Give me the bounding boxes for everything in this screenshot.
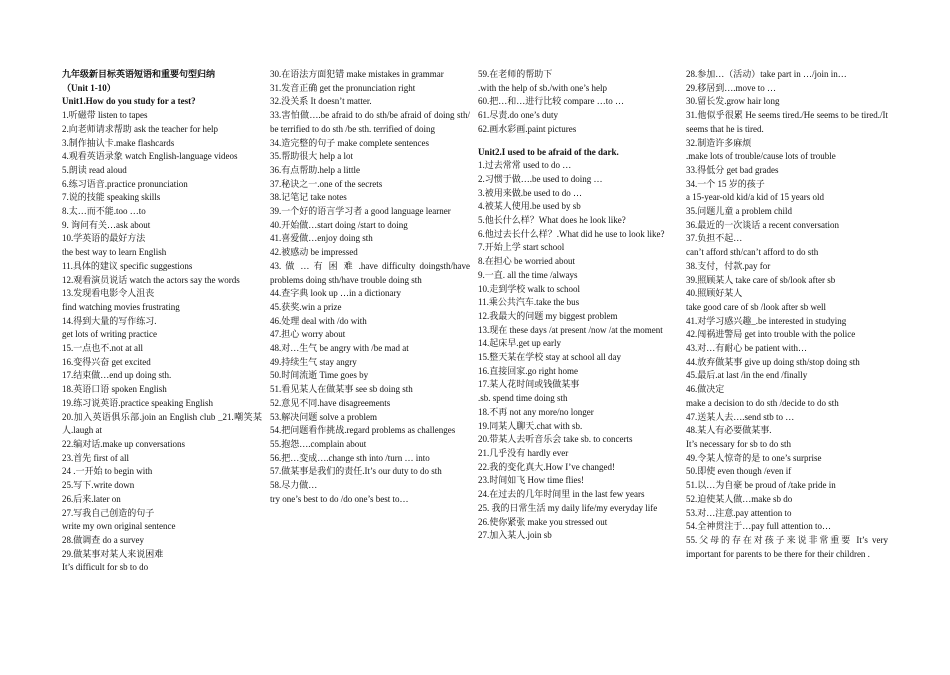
phrase-line: 10.走到学校 walk to school bbox=[478, 283, 580, 294]
phrase-line: 27.加入某人.join sb bbox=[478, 530, 552, 541]
phrase-line: 6.练习语音.practice pronunciation bbox=[62, 178, 188, 189]
phrase-line: 55.父母的存在对孩子来说非常重要 It’s very important for parents to be there for their children . bbox=[686, 534, 888, 559]
phrase-line: try one’s best to do /do one’s best to… bbox=[270, 493, 409, 504]
phrase-line: 15.一点也不.not at all bbox=[62, 343, 143, 354]
phrase-line: 17.结束做…end up doing sth. bbox=[62, 370, 172, 381]
phrase-line: 1.听磁带 listen to tapes bbox=[62, 110, 148, 121]
phrase-line: 4.观看英语录象 watch English-language videos bbox=[62, 151, 238, 162]
phrase-line: 21.几乎没有 hardly ever bbox=[478, 447, 569, 458]
phrase-line: 49.令某人惊奇的是 to one’s surprise bbox=[686, 452, 822, 463]
phrase-line: 5.他长什么样？What does he look like? bbox=[478, 215, 626, 226]
phrase-line: 48.对…生气 be angry with /be mad at bbox=[270, 343, 409, 354]
phrase-line: 53.解决问题 solve a problem bbox=[270, 411, 377, 422]
phrase-line: 44.放弃做某事 give up doing sth/stop doing sth bbox=[686, 356, 860, 367]
phrase-line: 29.做某事对某人来说困难 bbox=[62, 548, 164, 559]
phrase-line: 58.尽力做… bbox=[270, 480, 318, 491]
phrase-line: 18.英语口语 spoken English bbox=[62, 384, 167, 395]
phrase-line: 43.对…有耐心 be patient with… bbox=[686, 343, 807, 354]
doc-subtitle: （Unit 1-10） bbox=[62, 82, 116, 93]
phrase-line: 47.送某人去….send stb to … bbox=[686, 411, 795, 422]
phrase-line: make a decision to do sth /decide to do sth bbox=[686, 397, 839, 408]
phrase-line: 1.过去常常 used to do … bbox=[478, 160, 572, 171]
phrase-line: 29.移居到….move to … bbox=[686, 82, 776, 93]
phrase-line: 52.迫使某人做…make sb do bbox=[686, 493, 793, 504]
phrase-line: .sb. spend time doing sth bbox=[478, 393, 568, 404]
unit-heading: Unit2.I used to be afraid of the dark. bbox=[478, 146, 619, 157]
phrase-line: 36.最近的一次谈话 a recent conversation bbox=[686, 219, 839, 230]
phrase-line: 41.对学习感兴趣_.be interested in studying bbox=[686, 315, 847, 326]
phrase-line: 14.得到大量的写作练习. bbox=[62, 315, 157, 326]
phrase-line: 46.处理 deal with /do with bbox=[270, 315, 367, 326]
column-4 bbox=[686, 68, 888, 561]
phrase-line: 44.查字典 look up …in a dictionary bbox=[270, 288, 401, 299]
phrase-line: 33.害怕做….be afraid to do sth/be afraid of doing sth/ be terrified to do sth /be sth. terrified of doing bbox=[270, 110, 470, 134]
phrase-line: 22.我的变化真大.How I’ve changed! bbox=[478, 461, 615, 472]
phrase-line: 51.以…为自豪 be proud of /take pride in bbox=[686, 480, 836, 491]
phrase-line: 12.观看演员说话 watch the actors say the words bbox=[62, 274, 240, 285]
phrase-line: 7.说的技能 speaking skills bbox=[62, 192, 161, 203]
phrase-line: 7.开始上学 start school bbox=[478, 242, 565, 253]
phrase-line: 51.看见某人在做某事 see sb doing sth bbox=[270, 384, 413, 395]
phrase-line: 54.全神贯注于…pay full attention to… bbox=[686, 521, 831, 532]
phrase-line: 37.负担不起… bbox=[686, 233, 743, 244]
phrase-line: 24 .一开始 to begin with bbox=[62, 466, 153, 477]
phrase-line: 45.最后.at last /in the end /finally bbox=[686, 370, 808, 381]
phrase-line: 24.在过去的几年时间里 in the last few years bbox=[478, 489, 645, 500]
phrase-line: 39.一个好的语言学习者 a good language learner bbox=[270, 206, 451, 217]
phrase-line: 23.时间如飞 How time flies! bbox=[478, 475, 584, 486]
phrase-line: can’t afford sth/can’t afford to do sth bbox=[686, 247, 819, 258]
phrase-line: 59.在老师的帮助下 bbox=[478, 69, 553, 79]
phrase-line: 20.带某人去听音乐会 take sb. to concerts bbox=[478, 434, 633, 445]
phrase-line: 38.记笔记 take notes bbox=[270, 192, 347, 203]
phrase-line: 11.具体的建议 specific suggestions bbox=[62, 260, 193, 271]
column-2 bbox=[270, 68, 470, 507]
column-3 bbox=[478, 68, 678, 543]
phrase-line: 18.不再 not any more/no longer bbox=[478, 406, 594, 417]
phrase-line: 8.太…而不能.too …to bbox=[62, 206, 146, 217]
phrase-line: 35.问题儿童 a problem child bbox=[686, 206, 792, 217]
unit-heading: Unit1.How do you study for a test? bbox=[62, 96, 196, 107]
phrase-line: 10.学英语的最好方法 bbox=[62, 233, 146, 244]
phrase-line: 26.后来.later on bbox=[62, 493, 121, 504]
phrase-line: 50.时间流逝 Time goes by bbox=[270, 370, 369, 381]
phrase-line: get lots of writing practice bbox=[62, 329, 157, 340]
phrase-line: 3.制作抽认卡.make flashcards bbox=[62, 137, 175, 148]
phrase-line: 28.做调查 do a survey bbox=[62, 534, 144, 545]
column-1 bbox=[62, 68, 262, 575]
phrase-line: 22.编对话.make up conversations bbox=[62, 438, 185, 449]
phrase-line: 26.使你紧张 make you stressed out bbox=[478, 516, 608, 527]
phrase-line: 27.写我自己创造的句子 bbox=[62, 507, 155, 518]
phrase-line: 32.没关系 It doesn’t matter. bbox=[270, 96, 372, 107]
phrase-line: 12.我最大的问题 my biggest problem bbox=[478, 310, 618, 321]
phrase-line: 2.习惯于做….be used to doing … bbox=[478, 173, 603, 184]
phrase-line: find watching movies frustrating bbox=[62, 301, 180, 312]
phrase-line: 17.某人花时间或钱做某事 bbox=[478, 379, 580, 390]
phrase-line: 46.做决定 bbox=[686, 384, 725, 395]
phrase-line: 30.在语法方面犯错 make mistakes in grammar bbox=[270, 69, 444, 79]
phrase-line: 40.开始做…start doing /start to doing bbox=[270, 219, 408, 230]
phrase-line: take good care of sb /look after sb well bbox=[686, 301, 826, 312]
phrase-line: 48.某人有必要做某事. bbox=[686, 425, 772, 436]
phrase-line: 36.有点帮助.help a little bbox=[270, 164, 360, 175]
phrase-line: 61.尽责.do one’s duty bbox=[478, 110, 558, 121]
doc-title: 九年级新目标英语短语和重要句型归纳 bbox=[62, 69, 216, 79]
phrase-line: 23.首先 first of all bbox=[62, 452, 129, 463]
phrase-line: 57.做某事是我们的责任.It’s our duty to do sth bbox=[270, 466, 442, 477]
phrase-line: 38.支付，付款.pay for bbox=[686, 260, 771, 271]
phrase-line: 45.获奖.win a prize bbox=[270, 301, 342, 312]
phrase-line: 40.照顾好某人 bbox=[686, 288, 743, 299]
phrase-line: 16.直接回家.go right home bbox=[478, 365, 578, 376]
phrase-line: It’s necessary for sb to do sth bbox=[686, 438, 791, 449]
phrase-line: the best way to learn English bbox=[62, 247, 167, 258]
phrase-line: 19.同某人聊天.chat with sb. bbox=[478, 420, 583, 431]
phrase-line: 14.起床早.get up early bbox=[478, 338, 561, 349]
phrase-line: 31.他似乎很累 He seems tired./He seems to be tired./It seems that he is tired. bbox=[686, 110, 888, 134]
phrase-line: 41.喜爱做…enjoy doing sth bbox=[270, 233, 373, 244]
phrase-line: .with the help of sb./with one’s help bbox=[478, 82, 607, 93]
phrase-line: 16.变得兴奋 get excited bbox=[62, 356, 151, 367]
phrase-line: 49.持续生气 stay angry bbox=[270, 356, 357, 367]
phrase-line: 56.把…变成….change sth into /turn … into bbox=[270, 452, 430, 463]
phrase-line: 30.留长发.grow hair long bbox=[686, 96, 780, 107]
phrase-line: 32.制造许多麻烦 bbox=[686, 137, 752, 148]
phrase-line: 25.写下.write down bbox=[62, 480, 135, 491]
phrase-line: 13.现在 these days /at present /now /at the moment bbox=[478, 324, 663, 335]
phrase-line: write my own original sentence bbox=[62, 521, 176, 532]
phrase-line: 55.抱怨….complain about bbox=[270, 438, 367, 449]
phrase-line: 35.帮助很大 help a lot bbox=[270, 151, 353, 162]
phrase-line: 42.被感动 be impressed bbox=[270, 247, 358, 258]
phrase-line: 34.造完整的句子 make complete sentences bbox=[270, 137, 429, 148]
phrase-line: 60.把…和…进行比较 compare …to … bbox=[478, 96, 624, 107]
phrase-line: 31.发音正确 get the pronunciation right bbox=[270, 82, 416, 93]
phrase-line: 54.把问题看作挑战.regard problems as challenges bbox=[270, 425, 456, 436]
phrase-line: 2.向老师请求帮助 ask the teacher for help bbox=[62, 123, 218, 134]
phrase-line: 19.练习说英语.practice speaking English bbox=[62, 397, 213, 408]
phrase-line: 6.他过去长什么样？.What did he use to look like? bbox=[478, 228, 665, 239]
phrase-line: 13.发现看电影令人沮丧 bbox=[62, 288, 155, 299]
phrase-line: 33.得低分 get bad grades bbox=[686, 164, 779, 175]
phrase-line: a 15-year-old kid/a kid of 15 years old bbox=[686, 192, 825, 203]
phrase-line: 37.秘诀之一.one of the secrets bbox=[270, 178, 383, 189]
phrase-line: 52.意见不同.have disagreements bbox=[270, 397, 391, 408]
phrase-line: .make lots of trouble/cause lots of trouble bbox=[686, 151, 836, 162]
phrase-line: 3.被用来做.be used to do … bbox=[478, 187, 582, 198]
phrase-line: 11.乘公共汽车.take the bus bbox=[478, 297, 580, 308]
phrase-line: 5.朗读 read aloud bbox=[62, 164, 127, 175]
phrase-line: 53.对…注意.pay attention to bbox=[686, 507, 792, 518]
phrase-line: 9. 询问有关…ask about bbox=[62, 219, 151, 230]
spacer bbox=[478, 137, 678, 146]
phrase-line: 20.加入英语俱乐部.join an English club _21.嘲笑某人.laugh at bbox=[62, 411, 262, 436]
phrase-line: 28.参加…（活动）take part in …/join in… bbox=[686, 69, 847, 79]
phrase-line: 4.被某人使用.be used by sb bbox=[478, 201, 581, 212]
phrase-line: 50.即使 even though /even if bbox=[686, 466, 792, 477]
phrase-line: 9.一直. all the time /always bbox=[478, 269, 578, 280]
phrase-line: It’s difficult for sb to do bbox=[62, 562, 149, 573]
phrase-line: 25. 我的日常生活 my daily life/my everyday life bbox=[478, 502, 658, 513]
phrase-line: 34.一个 15 岁的孩子 bbox=[686, 178, 765, 189]
phrase-line: 8.在担心 be worried about bbox=[478, 256, 575, 267]
phrase-line: 42.闯祸进警局 get into trouble with the police bbox=[686, 329, 856, 340]
phrase-line: 15.整天某在学校 stay at school all day bbox=[478, 352, 621, 363]
phrase-line: 47.担心 worry about bbox=[270, 329, 346, 340]
phrase-line: 62.画水彩画.paint pictures bbox=[478, 123, 577, 134]
phrase-line: 39.照顾某人 take care of sb/look after sb bbox=[686, 274, 836, 285]
phrase-line: 43. 做 … 有 困 难 .have difficulty doingsth/have problems doing sth/have trouble doing sth bbox=[270, 260, 470, 285]
